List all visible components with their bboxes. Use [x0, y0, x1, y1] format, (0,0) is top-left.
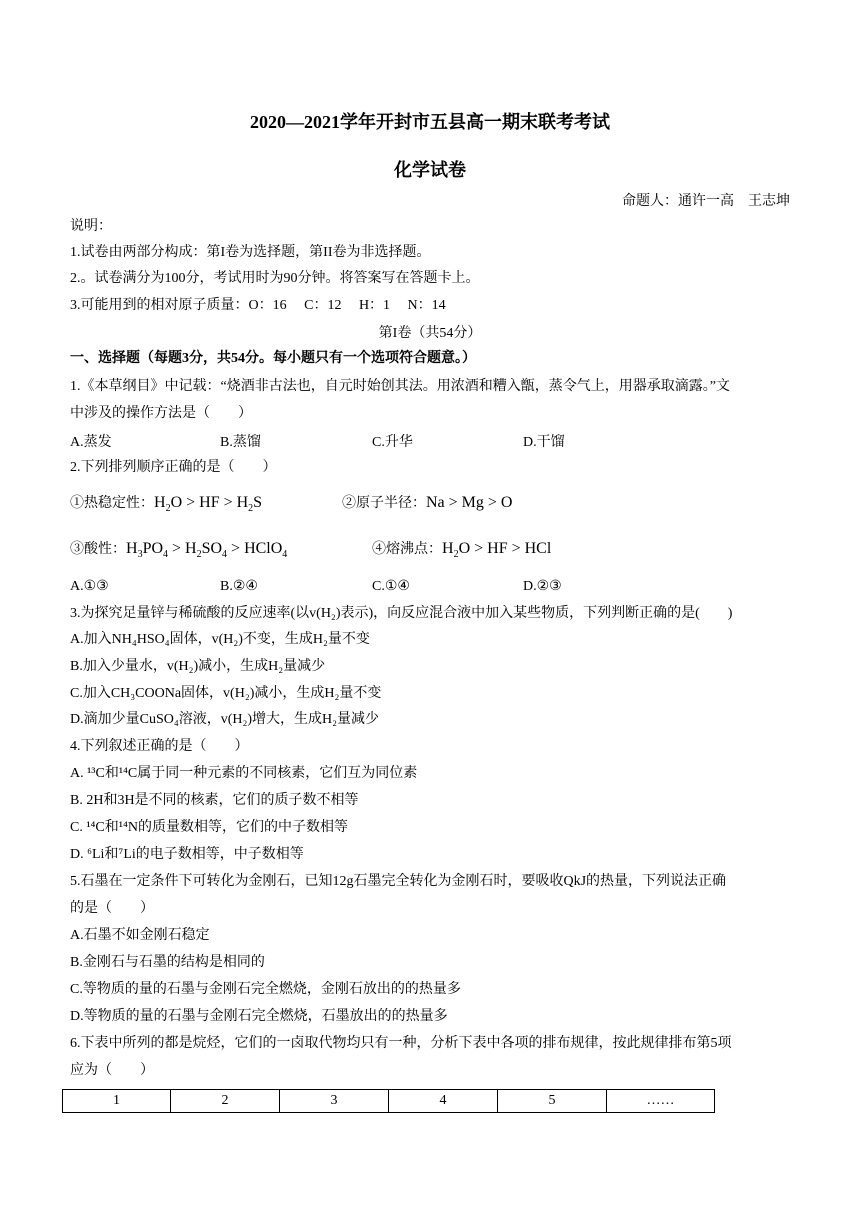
q3-option-b: B.加入少量水，v(H₂)减小，生成H₂量减少 — [70, 659, 326, 674]
q2-option-b: B.②④ — [220, 579, 258, 594]
q5-option-c: C.等物质的量的石墨与金刚石完全燃烧，金刚石放出的的热量多 — [70, 982, 461, 997]
q2-item-2-label: ②原子半径： — [342, 496, 426, 511]
q2-item-4-label: ④熔沸点： — [372, 542, 442, 557]
q2-item-1 — [70, 492, 263, 515]
exam-subtitle: 化学试卷 — [394, 160, 466, 180]
exam-author: 命题人：通许一高 王志坤 — [622, 194, 790, 209]
q6-stem-line2: 应为（ ） — [70, 1063, 154, 1078]
q5-stem-line1: 5.石墨在一定条件下可转化为金刚石，已知12g石墨完全转化为金刚石时，要吸收QkJ的热量，下列说法正确 — [70, 874, 727, 889]
part1-heading: 第I卷（共54分） — [378, 326, 482, 341]
table-cell: 2 — [171, 1090, 280, 1113]
q2-option-d: D.②③ — [523, 579, 562, 594]
q4-option-a: A. ¹³C和¹⁴C属于同一种元素的不同核素，它们互为同位素 — [70, 766, 418, 781]
exam-title: 2020—2021学年开封市五县高一期末联考考试 — [250, 112, 610, 132]
table-cell: …… — [607, 1090, 715, 1113]
q4-stem: 4.下列叙述正确的是（ ） — [70, 739, 249, 754]
q2-item-4 — [372, 538, 552, 561]
q1-stem-line2: 中涉及的操作方法是（ ） — [70, 406, 252, 421]
q2-item-3 — [70, 538, 288, 561]
instruction-item: 2.。试卷满分为100分，考试用时为90分钟。将答案写在答题卡上。 — [70, 271, 480, 286]
q1-option-d: D.干馏 — [523, 435, 565, 450]
q3-option-d: D.滴加少量CuSO₄溶液，v(H₂)增大，生成H₂量减少 — [70, 712, 380, 727]
q5-option-b: B.金刚石与石墨的结构是相同的 — [70, 955, 265, 970]
q3-option-a: A.加入NH₄HSO₄固体，v(H₂)不变，生成H₂量不变 — [70, 632, 370, 647]
q2-option-c: C.①④ — [372, 579, 410, 594]
table-row — [63, 1090, 715, 1113]
instructions-heading: 说明： — [70, 219, 112, 234]
q2-item-2 — [342, 492, 512, 512]
q2-item-1-formula: $H_2O$ > HF > $H_2S$ — [154, 494, 263, 515]
instruction-item: 3.可能用到的相对原子质量：O：16 C：12 H：1 N：14 — [70, 298, 446, 313]
q4-option-b: B. 2H和3H是不同的核素，它们的质子数不相等 — [70, 793, 359, 808]
q2-item-4-formula: $H_2O$ > HF > HCl — [442, 540, 552, 561]
table-cell: 3 — [280, 1090, 389, 1113]
q1-stem-line1: 1.《本草纲目》中记载：“烧酒非古法也，自元时始创其法。用浓酒和糟入甑，蒸令气上，用器承取滴露。”文 — [70, 379, 730, 394]
q5-stem-line2: 的是（ ） — [70, 901, 154, 916]
q2-item-3-formula: $H_3PO_4 > H_2SO_4$ > HClO$_4$ — [126, 540, 288, 561]
q2-stem: 2.下列排列顺序正确的是（ ） — [70, 460, 277, 475]
instruction-item: 1.试卷由两部分构成：第I卷为选择题，第II卷为非选择题。 — [70, 245, 431, 260]
q4-option-d: D. ⁶Li和⁷Li的电子数相等，中子数相等 — [70, 847, 304, 862]
table-cell: 4 — [389, 1090, 498, 1113]
q5-option-d: D.等物质的量的石墨与金刚石完全燃烧，石墨放出的的热量多 — [70, 1009, 448, 1024]
q1-option-c: C.升华 — [372, 435, 413, 450]
q1-option-a: A.蒸发 — [70, 435, 112, 450]
q6-stem-line1: 6.下表中所列的都是烷烃，它们的一卤取代物均只有一种，分析下表中各项的排布规律，按此规律排布第5项 — [70, 1036, 732, 1051]
section1-heading: 一、选择题（每题3分，共54分。每小题只有一个选项符合题意。） — [70, 351, 476, 366]
table-cell: 1 — [63, 1090, 171, 1113]
table-cell: 5 — [498, 1090, 607, 1113]
q2-option-a: A.①③ — [70, 579, 109, 594]
q5-option-a: A.石墨不如金刚石稳定 — [70, 928, 210, 943]
q2-item-2-formula: Na > Mg > O — [426, 494, 513, 511]
q1-option-b: B.蒸馏 — [220, 435, 261, 450]
q6-sequence-table — [62, 1089, 715, 1113]
q3-option-c: C.加入CH₃COONa固体，v(H₂)减小，生成H₂量不变 — [70, 686, 382, 701]
q2-item-3-label: ③酸性： — [70, 542, 126, 557]
q2-item-1-label: ①热稳定性： — [70, 496, 154, 511]
q3-stem: 3.为探究足量锌与稀硫酸的反应速率(以v(H₂)表示)，向反应混合液中加入某些物质，下列判断正确的是( ) — [70, 606, 733, 621]
q4-option-c: C. ¹⁴C和¹⁴N的质量数相等，它们的中子数相等 — [70, 820, 348, 835]
